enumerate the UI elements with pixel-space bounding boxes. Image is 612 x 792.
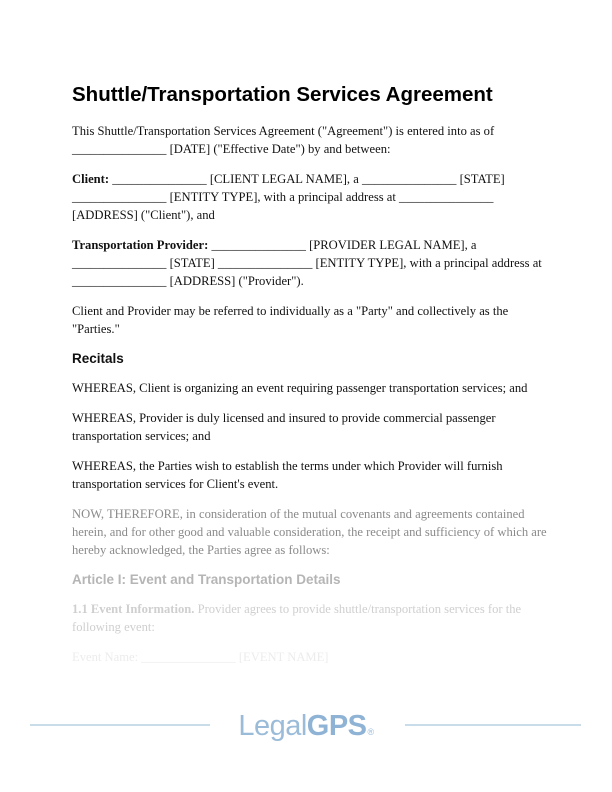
provider-paragraph — [72, 236, 550, 290]
client-label: Client: — [72, 172, 110, 186]
document-body — [72, 82, 550, 678]
client-paragraph — [72, 170, 550, 224]
whereas-paragraph-2: WHEREAS, Provider is duly licensed and insured to provide commercial passenger transportation services; and — [72, 411, 496, 443]
faded-preview-section — [72, 505, 550, 666]
footer-rule-right — [405, 724, 581, 726]
section-1-1-label: 1.1 Event Information. — [72, 602, 195, 616]
recitals-heading: Recitals — [72, 351, 124, 366]
client-text: _______________ [CLIENT LEGAL NAME], a _______________ [STATE] _______________ [ENTITY TYPE], with a principal address at _______________ [ADDRESS] ("Client"), and — [72, 172, 505, 222]
footer-branding — [0, 698, 612, 754]
section-1-1-text: Provider agrees to provide shuttle/transportation services for the following event: — [72, 602, 522, 634]
section-1-1-paragraph — [72, 600, 550, 636]
logo-text-legal: Legal — [238, 710, 307, 742]
parties-paragraph: Client and Provider may be referred to individually as a "Party" and collectively as the "Parties." — [72, 304, 509, 336]
whereas-paragraph-3: WHEREAS, the Parties wish to establish the terms under which Provider will furnish transportation services for Client's event. — [72, 459, 503, 491]
logo-text-gps: GPS — [306, 710, 367, 742]
provider-label: Transportation Provider: — [72, 238, 209, 252]
provider-text: _______________ [PROVIDER LEGAL NAME], a _______________ [STATE] _______________ [ENTITY TYPE], with a principal address at _______________ [ADDRESS] ("Provider"). — [72, 238, 542, 288]
document-title: Shuttle/Transportation Services Agreement — [72, 83, 493, 106]
legalgps-logo — [226, 706, 386, 746]
whereas-paragraph-1: WHEREAS, Client is organizing an event requiring passenger transportation services; and — [72, 381, 528, 395]
article-1-heading: Article I: Event and Transportation Details — [72, 572, 341, 587]
footer-rule-left — [30, 724, 210, 726]
registered-mark-icon: ® — [367, 727, 374, 737]
event-name-line: Event Name: _______________ [EVENT NAME] — [72, 650, 329, 664]
now-therefore-paragraph: NOW, THEREFORE, in consideration of the mutual covenants and agreements contained herein, and for other good and valuable consideration, the receipt and sufficiency of which are hereby acknowledged, the Parties agree as follows: — [72, 507, 547, 557]
intro-paragraph: This Shuttle/Transportation Services Agreement ("Agreement") is entered into as of _______________ [DATE] ("Effective Date") by and between: — [72, 124, 495, 156]
